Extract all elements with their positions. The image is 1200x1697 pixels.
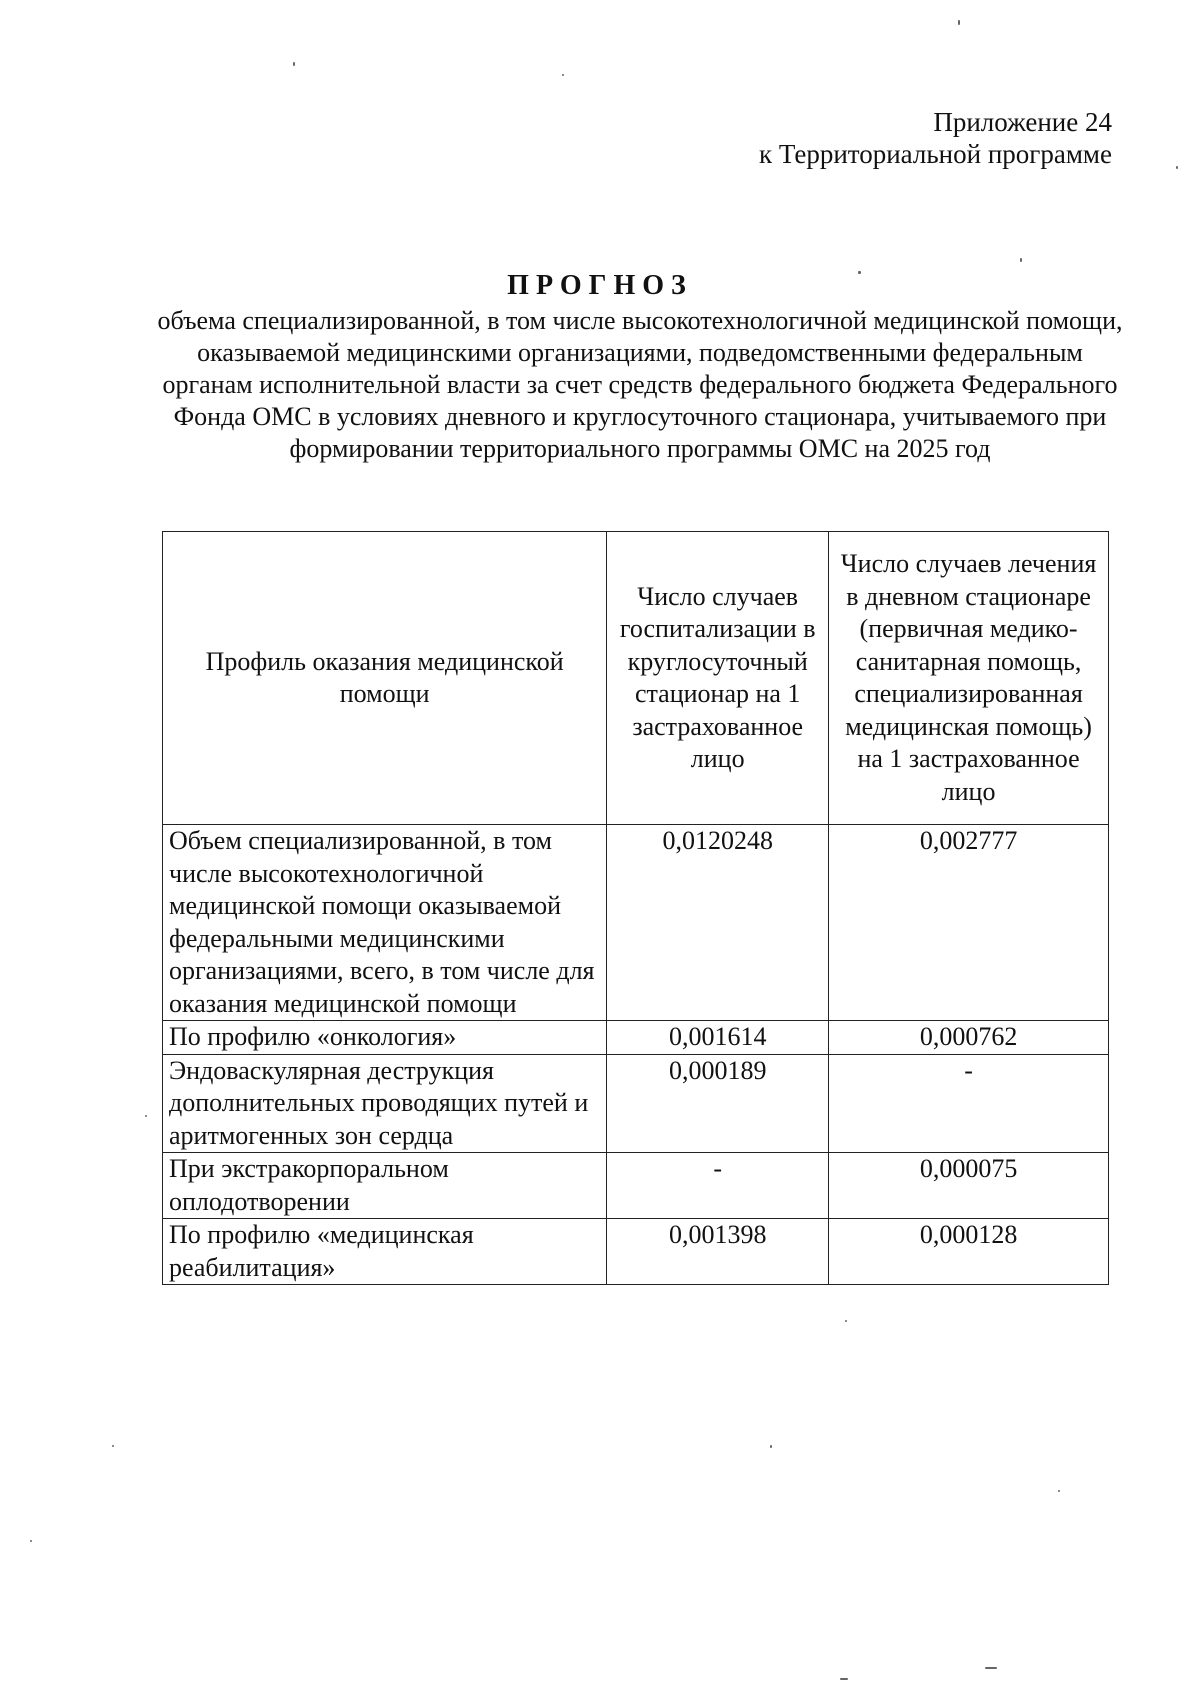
scan-speck <box>30 1540 32 1542</box>
scan-speck <box>985 1667 997 1669</box>
row-profile: Эндоваскулярная деструкция дополнительных проводящих путей и аритмогенных зон сердца <box>163 1054 607 1153</box>
scan-speck <box>145 1115 147 1117</box>
scan-speck <box>840 1678 848 1680</box>
scan-speck <box>958 20 960 25</box>
scan-speck <box>1176 166 1178 169</box>
table-header-row <box>163 532 1109 825</box>
row-profile: Объем специализированной, в том числе высокотехнологичной медицинской помощи оказываемой федеральными медицинскими организациями, всего, в том числе для оказания медицинской помощи <box>163 825 607 1021</box>
forecast-table <box>162 531 1109 1285</box>
row-day-hospital-value: 0,000762 <box>829 1021 1109 1055</box>
appendix-note <box>759 106 1112 170</box>
table-row <box>163 1219 1109 1285</box>
row-profile: По профилю «онкология» <box>163 1021 607 1055</box>
scan-speck <box>845 1320 847 1322</box>
document-title: ПРОГНОЗ <box>507 270 693 301</box>
document-subtitle: объема специализированной, в том числе высокотехнологичной медицинской помощи, оказываемой медицинскими организациями, подведомственными федеральным органам исполнительной власти за счет средств федерального бюджета Федерального Фонда ОМС в условиях дневного и круглосуточного стационара, учитываемого при формировании территориального программы ОМС на 2025 год <box>157 306 1123 463</box>
row-round-the-clock-value: 0,000189 <box>607 1054 829 1153</box>
scan-speck <box>858 271 861 274</box>
table-row <box>163 1021 1109 1055</box>
row-day-hospital-value: 0,000128 <box>829 1219 1109 1285</box>
row-day-hospital-value: 0,000075 <box>829 1153 1109 1219</box>
row-round-the-clock-value: 0,001614 <box>607 1021 829 1055</box>
header-round-the-clock: Число случаев госпитализации в круглосуточный стационар на 1 застрахованное лицо <box>607 532 829 825</box>
scan-speck <box>1020 258 1022 262</box>
row-round-the-clock-value: 0,0120248 <box>607 825 829 1021</box>
scan-speck <box>562 74 564 76</box>
header-day-hospital: Число случаев лечения в дневном стационаре (первичная медико-санитарная помощь, специализированная медицинская помощь) на 1 застрахованное лицо <box>829 532 1109 825</box>
table-row <box>163 825 1109 1021</box>
scan-speck <box>770 1445 772 1448</box>
table-row <box>163 1054 1109 1153</box>
row-round-the-clock-value: - <box>607 1153 829 1219</box>
row-round-the-clock-value: 0,001398 <box>607 1219 829 1285</box>
header-profile: Профиль оказания медицинской помощи <box>163 532 607 825</box>
scan-speck <box>112 1445 114 1447</box>
appendix-number: Приложение 24 <box>933 107 1112 137</box>
row-day-hospital-value: - <box>829 1054 1109 1153</box>
row-profile: При экстракорпоральном оплодотворении <box>163 1153 607 1219</box>
table-row <box>163 1153 1109 1219</box>
row-profile: По профилю «медицинская реабилитация» <box>163 1219 607 1285</box>
appendix-reference: к Территориальной программе <box>759 139 1112 169</box>
scan-speck <box>1058 1490 1060 1492</box>
scan-speck <box>293 62 295 66</box>
row-day-hospital-value: 0,002777 <box>829 825 1109 1021</box>
